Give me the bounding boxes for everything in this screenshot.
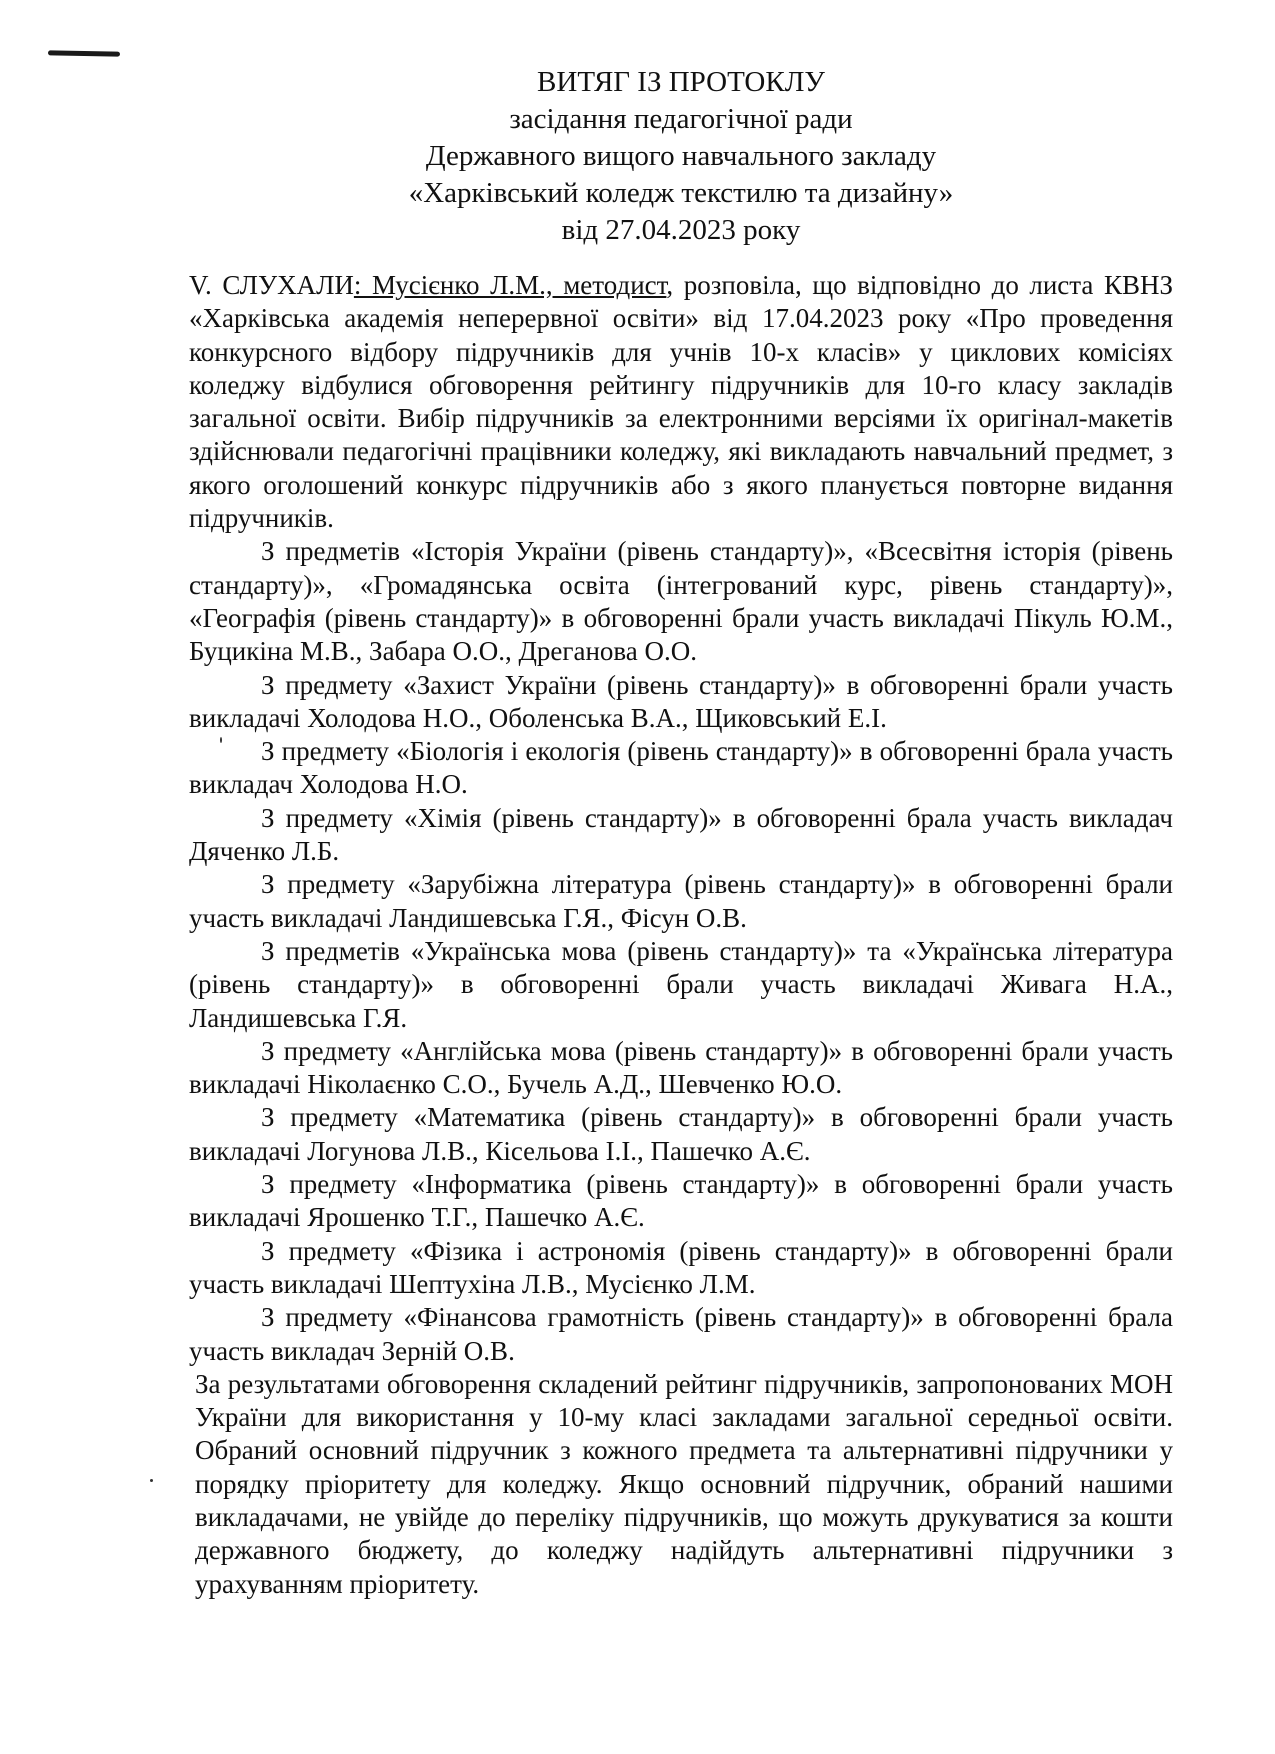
section-text: , розповіла, що відповідно до листа КВНЗ «Харківська академія неперервної освіти» від 17.04.2023 року «Про проведення конкурсного відбору підручників для учнів 10-х класів» у циклових комісіях коледжу відбулися обговорення рейтингу підручників для 10-го класу закладів загальної освіти. Вибір підручників за електронними версіями їх оригінал-макетів здійснювали педагогічні працівники коледжу, які викладають навчальний предмет, з якого оголошений конкурс підручників або з якого планується повторне видання підручників. <box>189 270 1173 534</box>
paragraph: З предмету «Англійська мова (рівень стандарту)» в обговоренні брали участь викладачі Ніколаєнко С.О., Бучель А.Д., Шевченко Ю.О. <box>189 1035 1173 1100</box>
paragraph: З предметів «Історія України (рівень стандарту)», «Всесвітня історія (рівень стандарту)», «Громадянська освіта (інтегрований курс, рівень стандарту)», «Географія (рівень стандарту)» в обговоренні брали участь викладачі Пікуль Ю.М., Буцикіна М.В., Забара О.О., Дреганова О.О. <box>189 536 1173 667</box>
section-speaker: : Мусієнко Л.М., методист <box>353 270 667 300</box>
section-heard <box>189 269 1173 535</box>
paragraph: З предмету «Хімія (рівень стандарту)» в обговоренні брала участь викладач Дяченко Л.Б. <box>189 802 1173 867</box>
paragraph: З предмету «Математика (рівень стандарту)» в обговоренні брали участь викладачі Логунова Л.В., Кісельова І.І., Пашечко А.Є. <box>189 1102 1173 1166</box>
header-line-institution-type: Державного вищого навчального закладу <box>425 140 937 172</box>
paragraph: З предмету «Зарубіжна література (рівень стандарту)» в обговоренні брали участь викладачі Ландишевська Г.Я., Фісун О.В. <box>189 869 1173 933</box>
paragraph: З предмету «Інформатика (рівень стандарту)» в обговоренні брали участь викладачі Ярошенко Т.Г., Пашечко А.Є. <box>189 1169 1173 1233</box>
paragraph: З предмету «Біологія і екологія (рівень стандарту)» в обговоренні брала участь викладач Холодова Н.О. <box>189 736 1173 800</box>
header-title: ВИТЯГ ІЗ ПРОТОКЛУ <box>537 66 825 98</box>
paragraph: З предмету «Захист України (рівень стандарту)» в обговоренні брали участь викладачі Холодова Н.О., Оболенська В.А., Щиковський Е.І. <box>189 669 1173 733</box>
conclusion-paragraph: За результатами обговорення складений рейтинг підручників, запропонованих МОН України для використання у 10-му класі закладами загальної середньої освіти. Обраний основний підручник з кожного предмета та альтернативні підручники у порядку пріоритету для коледжу. Якщо основний підручник, обраний нашими викладачами, не увійде до переліку підручників, що можуть друкуватися за кошти державного бюджету, до коледжу надійдуть альтернативні підручники з урахуванням пріоритету. <box>195 1368 1173 1599</box>
section-lead: V. СЛУХАЛИ <box>189 270 354 300</box>
header-line-meeting: засідання педагогічної ради <box>509 103 853 135</box>
header-line-date: від 27.04.2023 року <box>561 214 801 246</box>
document-header <box>189 64 1173 249</box>
scan-speck <box>150 1479 153 1482</box>
paragraph: З предметів «Українська мова (рівень стандарту)» та «Українська література (рівень стандарту)» в обговоренні брали участь викладачі Живага Н.А., Ландишевська Г.Я. <box>189 935 1173 1033</box>
paragraph: З предмету «Фінансова грамотність (рівень стандарту)» в обговоренні брала участь викладач Зерній О.В. <box>189 1302 1173 1366</box>
document-page <box>189 64 1173 1601</box>
scan-pen-mark <box>48 50 120 56</box>
header-line-institution-name: «Харківський коледж текстилю та дизайну» <box>408 177 954 209</box>
paragraph: З предмету «Фізика і астрономія (рівень стандарту)» в обговоренні брали участь викладачі Шептухіна Л.В., Мусієнко Л.М. <box>189 1235 1173 1299</box>
